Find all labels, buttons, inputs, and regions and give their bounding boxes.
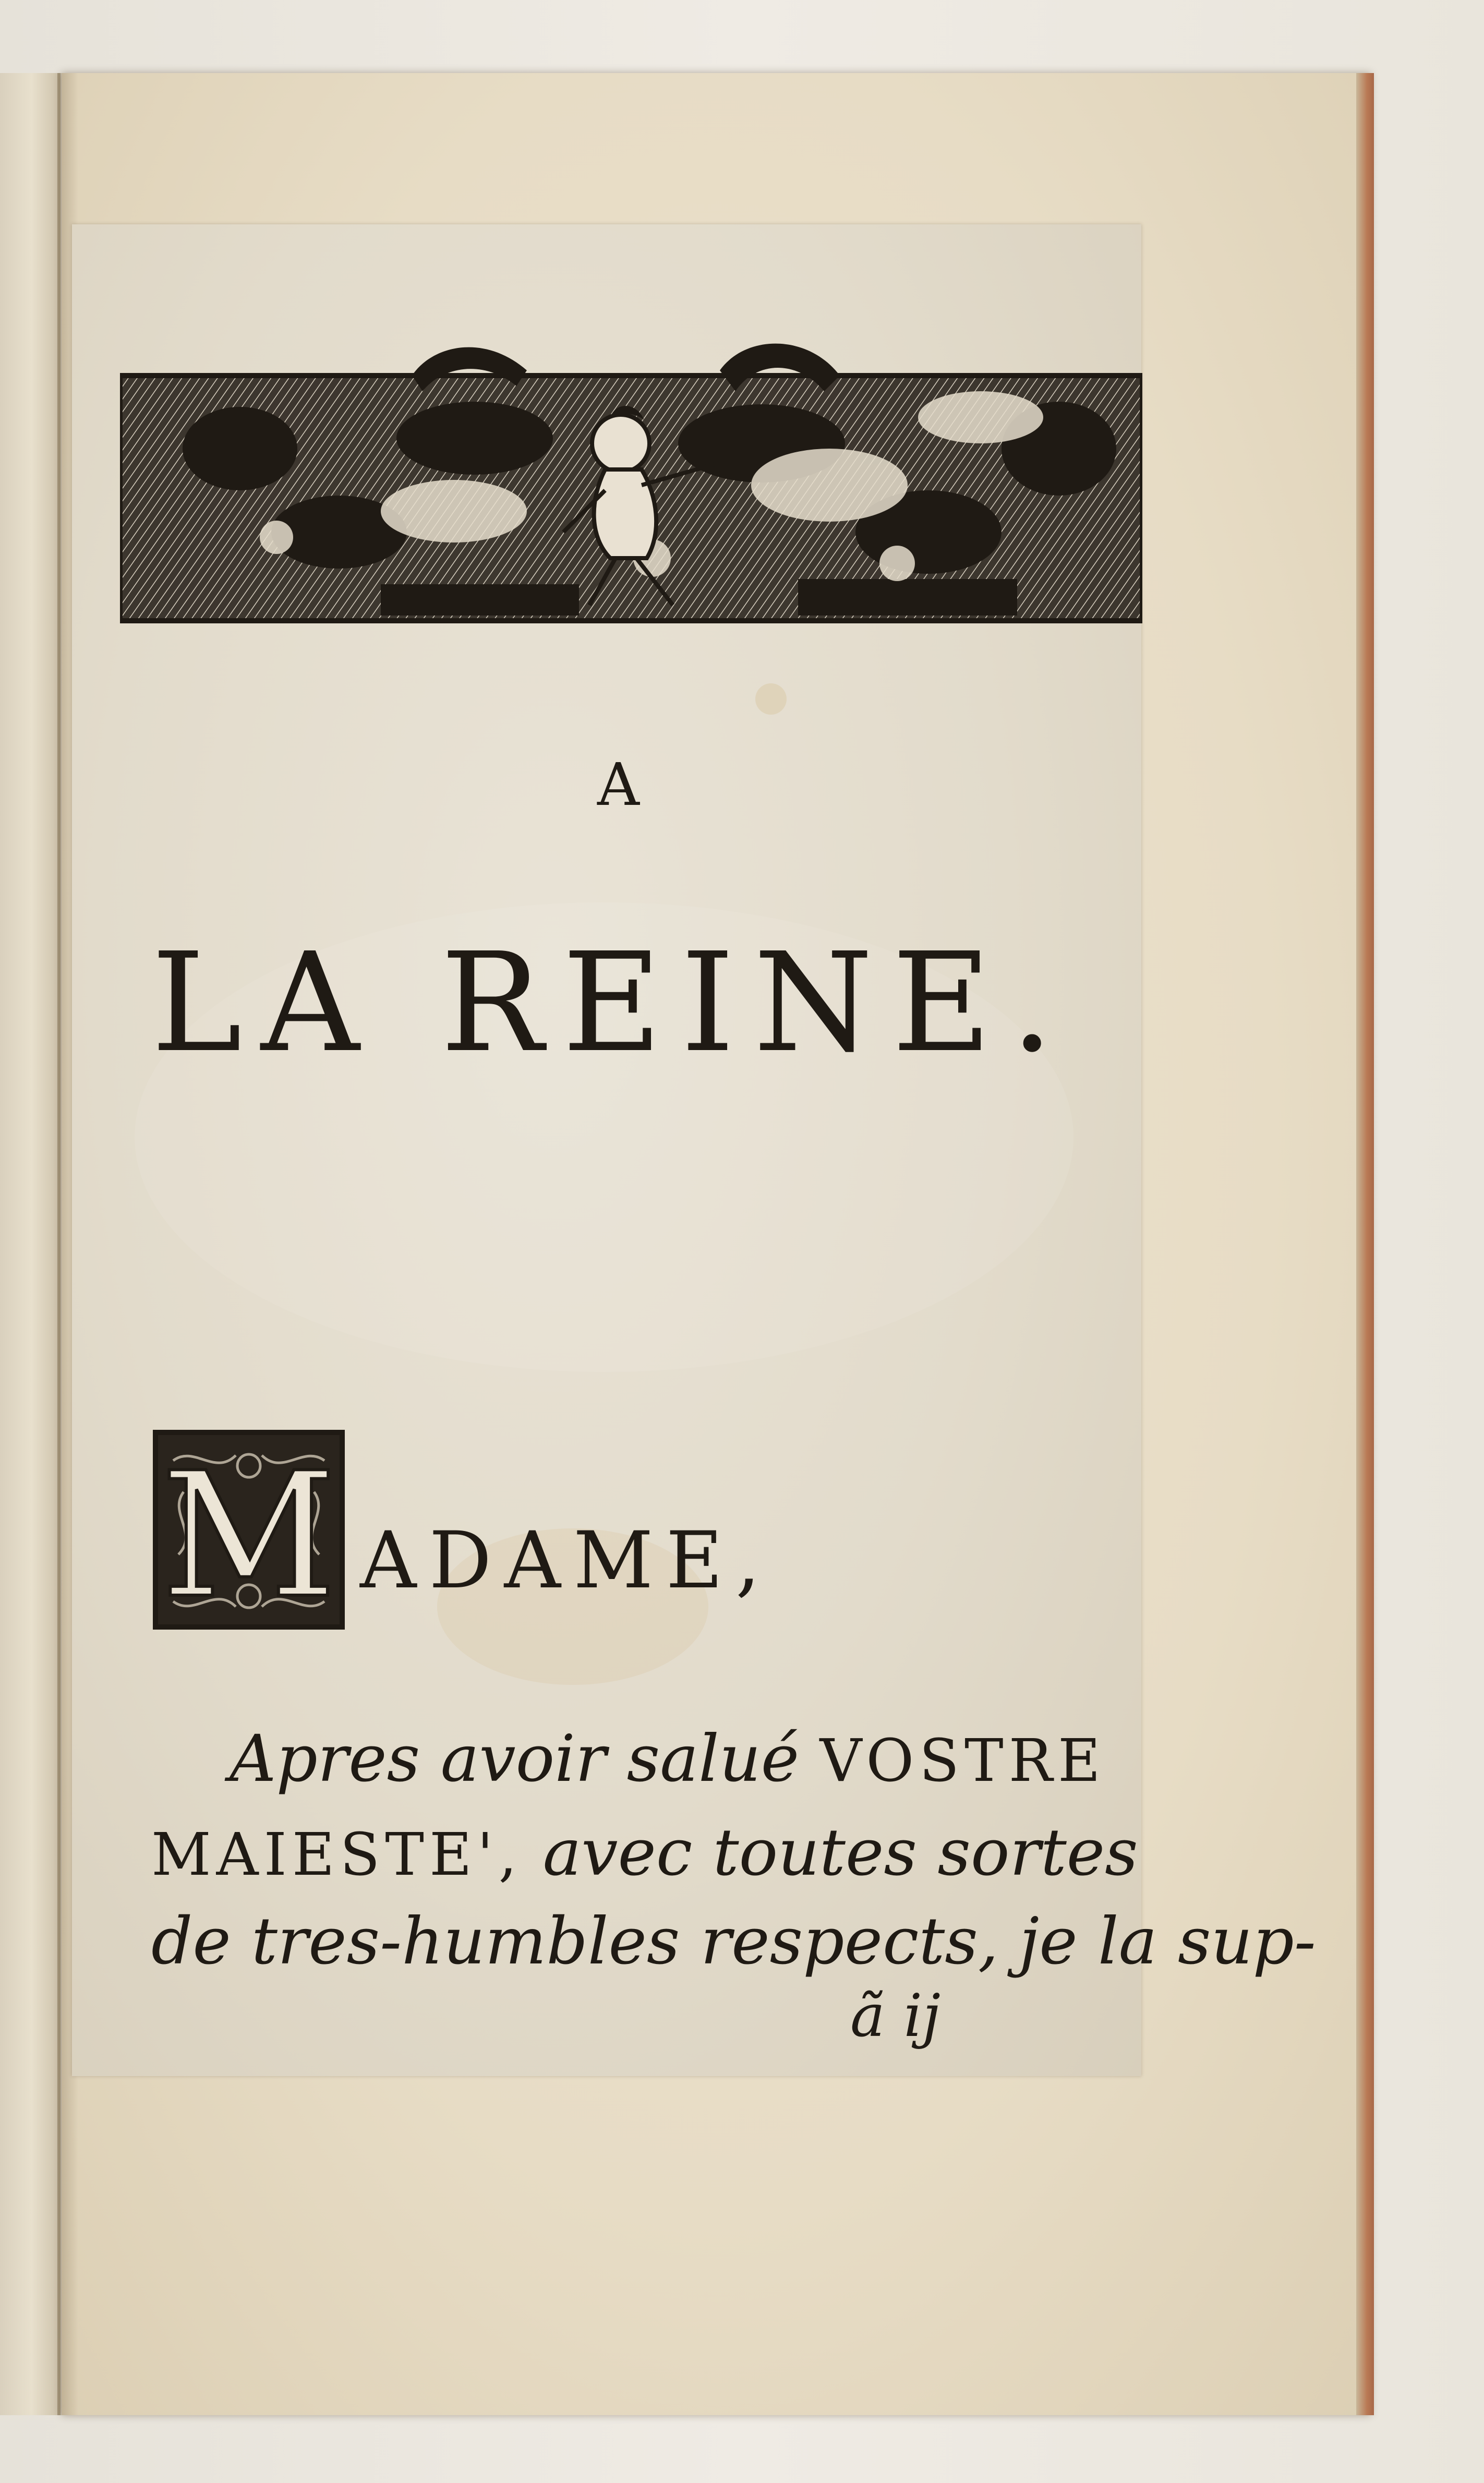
body-line-1-caps: VOSTRE xyxy=(819,1727,1106,1795)
salutation: ADAME, xyxy=(360,1515,773,1606)
drop-cap-letter: M xyxy=(161,1436,337,1630)
body-line-2-caps: MAIESTE', xyxy=(151,1821,523,1889)
body-line-2 xyxy=(151,1815,1138,1890)
body-line-2-italic: avec toutes sortes xyxy=(542,1815,1138,1890)
decorated-initial-icon xyxy=(152,1429,345,1630)
page-title: LA REINE. xyxy=(151,923,1073,1082)
body-line-3: de tres-humbles respects, je la sup- xyxy=(151,1904,1316,1979)
signature-mark: ã ij xyxy=(850,1982,940,2050)
floral-headpiece-icon xyxy=(120,313,1142,631)
facing-page-edge xyxy=(0,73,61,2415)
body-line-1 xyxy=(230,1721,1106,1797)
body-line-1-italic: Apres avoir salué xyxy=(230,1721,800,1797)
foxing-stain xyxy=(755,683,787,715)
heading-prefix: A xyxy=(597,751,642,819)
page-fore-edge xyxy=(1356,73,1374,2415)
